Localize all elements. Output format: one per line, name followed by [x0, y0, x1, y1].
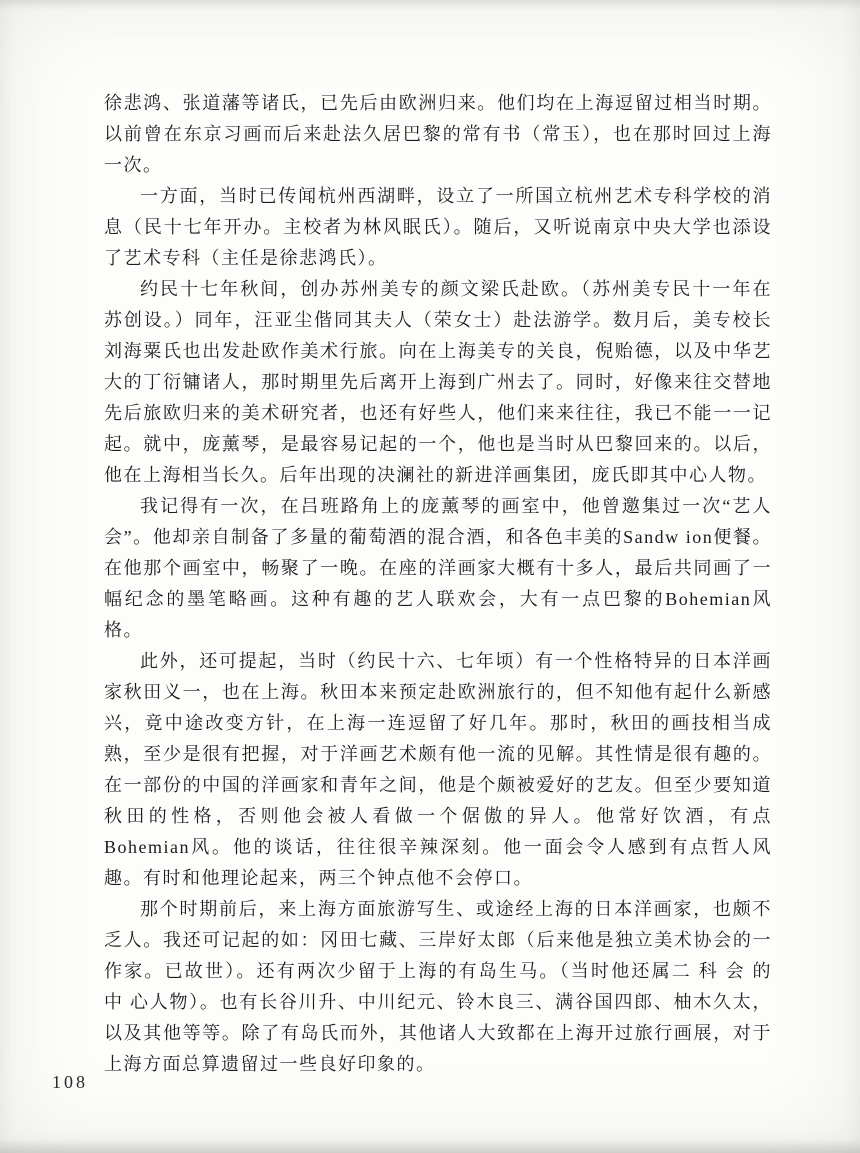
text-block	[104, 88, 772, 1080]
paragraph: 此外，还可提起，当时（约民十六、七年顷）有一个性格特异的日本洋画家秋田义一，也在上海。秋田本来预定赴欧洲旅行的，但不知他有起什么新感兴，竟中途改变方针，在上海一连逗留了好几年。那时，秋田的画技相当成熟，至少是很有把握，对于洋画艺术颇有他一流的见解。其性情是很有趣的。在一部份的中国的洋画家和青年之间，他是个颇被爱好的艺友。但至少要知道秋田的性格，否则他会被人看做一个倨傲的异人。他常好饮酒，有点Bohemian风。他的谈话，往往很辛辣深刻。他一面会令人感到有点哲人风趣。有时和他理论起来，两三个钟点他不会停口。	[104, 651, 772, 888]
paragraph: 我记得有一次，在吕班路角上的庞薰琴的画室中，他曾邀集过一次“艺人会”。他却亲自制备了多量的葡萄酒的混合酒，和各色丰美的Sandw ion便餐。在他那个画室中，畅聚了一晚。在座的洋画家大概有十多人，最后共同画了一幅纪念的墨笔略画。这种有趣的艺人联欢会，大有一点巴黎的Bohemian风格。	[104, 496, 772, 640]
scan-edge-top	[0, 0, 860, 10]
paragraph: 约民十七年秋间，创办苏州美专的颜文梁氏赴欧。（苏州美专民十一年在苏创设。）同年，汪亚尘偕同其夫人（荣女士）赴法游学。数月后，美专校长刘海粟氏也出发赴欧作美术行旅。向在上海美专的关良，倪贻德，以及中华艺大的丁衍镛诸人，那时期里先后离开上海到广州去了。同时，好像来往交替地先后旅欧归来的美术研究者，也还有好些人，他们来来往往，我已不能一一记起。就中，庞薰琴，是最容易记起的一个，他也是当时从巴黎回来的。以后，他在上海相当长久。后年出现的决澜社的新进洋画集团，庞氏即其中心人物。	[104, 279, 772, 485]
paragraph: 那个时期前后，来上海方面旅游写生、或途经上海的日本洋画家，也颇不乏人。我还可记起的如：冈田七藏、三岸好太郎（后来他是独立美术协会的一作家。已故世）。还有两次少留于上海的有岛生马。（当时他还属二 科 会 的 中 心人物）。也有长谷川升、中川纪元、铃木良三、满谷国四郎、柚木久太，以及其他等等。除了有岛氏而外，其他诸人大致都在上海开过旅行画展，对于上海方面总算遗留过一些良好印象的。	[104, 899, 772, 1074]
paragraph: 徐悲鸿、张道藩等诸氏，已先后由欧洲归来。他们均在上海逗留过相当时期。以前曾在东京习画而后来赴法久居巴黎的常有书（常玉），也在那时回过上海一次。	[104, 93, 772, 175]
scan-edge-bottom	[0, 1139, 860, 1153]
paragraph: 一方面，当时已传闻杭州西湖畔，设立了一所国立杭州艺术专科学校的消息（民十七年开办。主校者为林风眠氏）。随后，又听说南京中央大学也添设了艺术专科（主任是徐悲鸿氏）。	[104, 186, 772, 268]
page-number: 108	[52, 1072, 88, 1092]
